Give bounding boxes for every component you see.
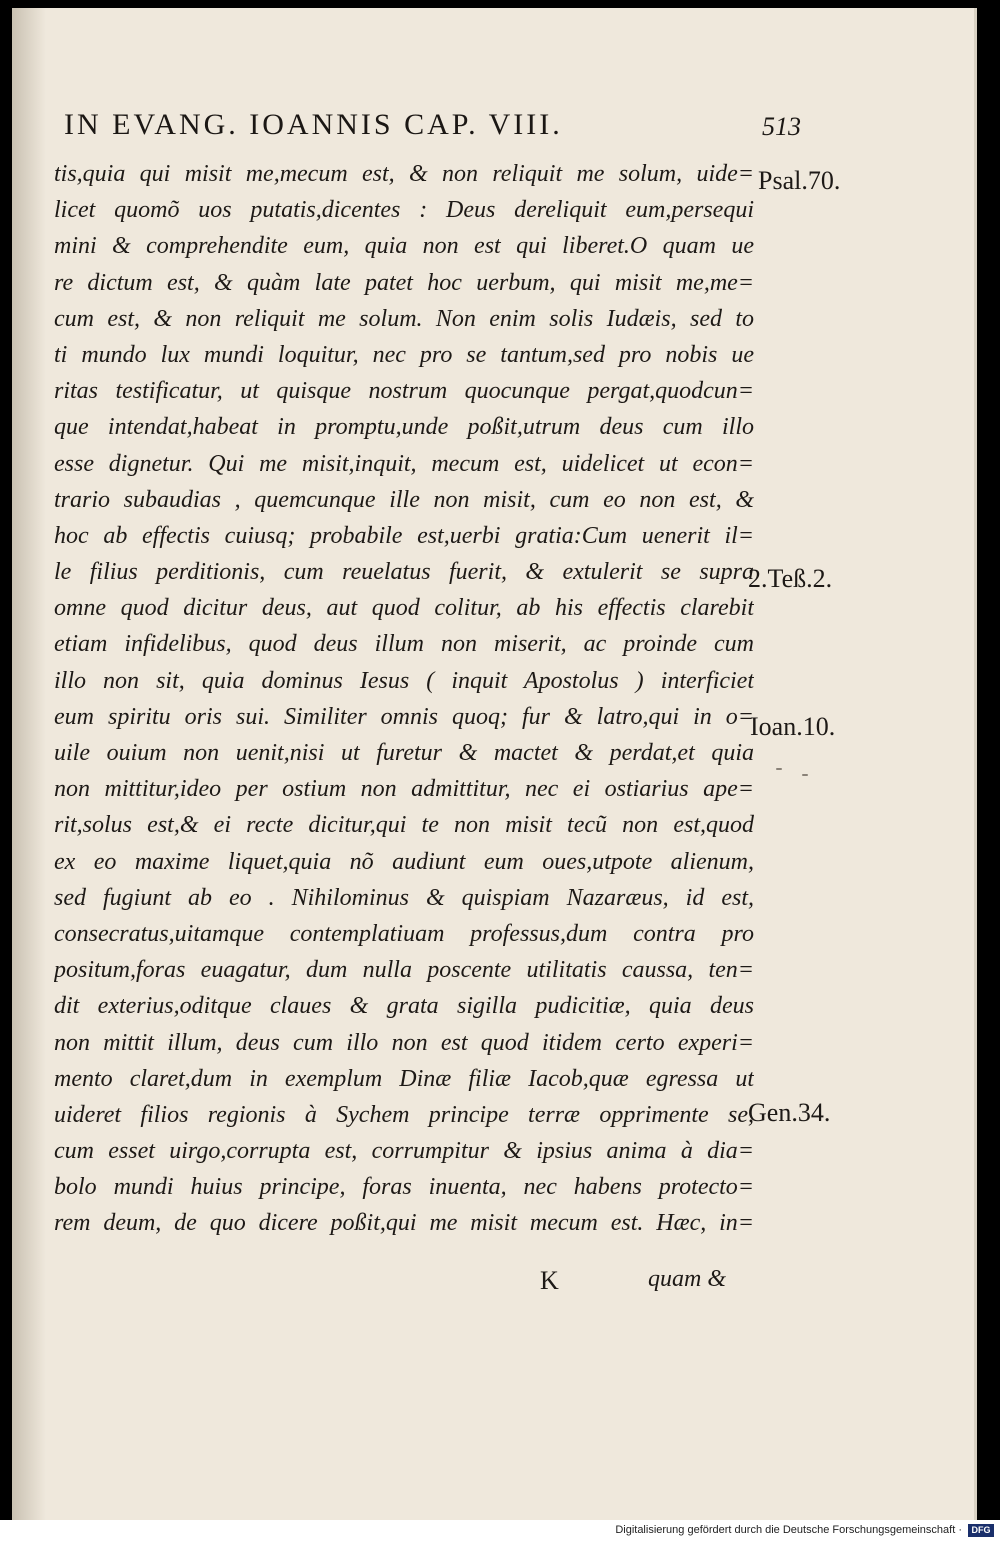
digitization-footer xyxy=(0,1520,1000,1541)
catchword: quam & xyxy=(648,1266,726,1292)
text-line: hoc ab effectis cuiusq; probabile est,uerbi gratia:Cum uenerit il= xyxy=(54,522,754,549)
text-line: etiam infidelibus, quod deus illum non miserit, ac proinde cum xyxy=(54,631,754,658)
text-line: trario subaudias , quemcunque ille non misit, cum eo non est, & xyxy=(54,486,754,513)
text-line: bolo mundi huius principe, foras inuenta, nec habens protecto= xyxy=(54,1174,754,1201)
running-head xyxy=(64,108,864,148)
text-line: non mittitur,ideo per ostium non admittitur, nec ei ostiarius ape= xyxy=(54,776,754,803)
text-line: consecratus,uitamque contemplatiuam professus,dum contra pro xyxy=(54,920,754,947)
dfg-logo: DFG xyxy=(968,1524,994,1537)
gutter-shadow xyxy=(12,8,46,1520)
signature-mark: K xyxy=(540,1266,559,1295)
text-line: eum spiritu oris sui. Similiter omnis quoq; fur & latro,qui in o= xyxy=(54,703,754,730)
text-line: mini & comprehendite eum, quia non est qui liberet.O quam ue xyxy=(54,233,754,260)
text-line: ti mundo lux mundi loquitur, nec pro se tantum,sed pro nobis ue xyxy=(54,341,754,368)
text-line: re dictum est, & quàm late patet hoc uerbum, qui misit me,me= xyxy=(54,269,754,296)
page-number: 513 xyxy=(762,112,801,141)
margin-note-john: Ioan.10. xyxy=(750,712,836,741)
main-text-block xyxy=(54,156,754,1242)
text-line: licet quomõ uos putatis,dicentes : Deus dereliquit eum,persequi xyxy=(54,197,754,224)
text-line: ex eo maxime liquet,quia nõ audiunt eum oues,utpote alienum, xyxy=(54,848,754,875)
text-line: uideret filios regionis à Sychem principe terræ opprimente se, xyxy=(54,1101,754,1128)
ink-speck xyxy=(802,774,808,776)
text-line: le filius perditionis, cum reuelatus fuerit, & extulerit se supra xyxy=(54,559,754,586)
text-line: sed fugiunt ab eo . Nihilominus & quispiam Nazaræus, id est, xyxy=(54,884,754,911)
text-line: rit,solus est,& ei recte dicitur,qui te non misit tecũ non est,quod xyxy=(54,812,754,839)
text-line: uile ouium non uenit,nisi ut furetur & mactet & perdat,et quia xyxy=(54,740,754,766)
text-line: que intendat,habeat in promptu,unde poßit,utrum deus cum illo xyxy=(54,414,754,441)
text-line: cum est, & non reliquit me solum. Non enim solis Iudæis, sed to xyxy=(54,305,754,332)
text-line: dit exterius,oditque claues & grata sigilla pudicitiæ, quia deus xyxy=(54,993,754,1020)
margin-note-psalm: Psal.70. xyxy=(758,166,841,195)
text-line: rem deum, de quo dicere poßit,qui me misit mecum est. Hæc, in= xyxy=(54,1210,754,1237)
text-line: non mittit illum, deus cum illo non est quod itidem certo experi= xyxy=(54,1029,754,1056)
funding-credit: Digitalisierung gefördert durch die Deutsche Forschungsgemeinschaft · xyxy=(615,1524,962,1536)
text-line: mento claret,dum in exemplum Dinæ filiæ Iacob,quæ egressa ut xyxy=(54,1065,754,1092)
text-line: illo non sit, quia dominus Iesus ( inquit Apostolus ) interficiet xyxy=(54,667,754,694)
text-line: esse dignetur. Qui me misit,inquit, mecum est, uidelicet ut econ= xyxy=(54,450,754,477)
margin-note-genesis: Gen.34. xyxy=(748,1098,831,1127)
text-line: ritas testificatur, ut quisque nostrum quocunque pergat,quodcun= xyxy=(54,378,754,405)
text-line: cum esset uirgo,corrupta est, corrumpitur & ipsius anima à dia= xyxy=(54,1138,754,1165)
ink-speck xyxy=(776,768,782,770)
text-line: tis,quia qui misit me,mecum est, & non reliquit me solum, uide= xyxy=(54,161,754,187)
text-line: omne quod dicitur deus, aut quod colitur, ab his effectis clarebit xyxy=(54,595,754,622)
margin-note-thessalonians: 2.Teß.2. xyxy=(748,564,833,593)
book-page xyxy=(12,8,977,1520)
running-title: IN EVANG. IOANNIS CAP. VIII. xyxy=(64,108,563,141)
text-line: positum,foras euagatur, dum nulla poscente utilitatis caussa, ten= xyxy=(54,957,754,984)
